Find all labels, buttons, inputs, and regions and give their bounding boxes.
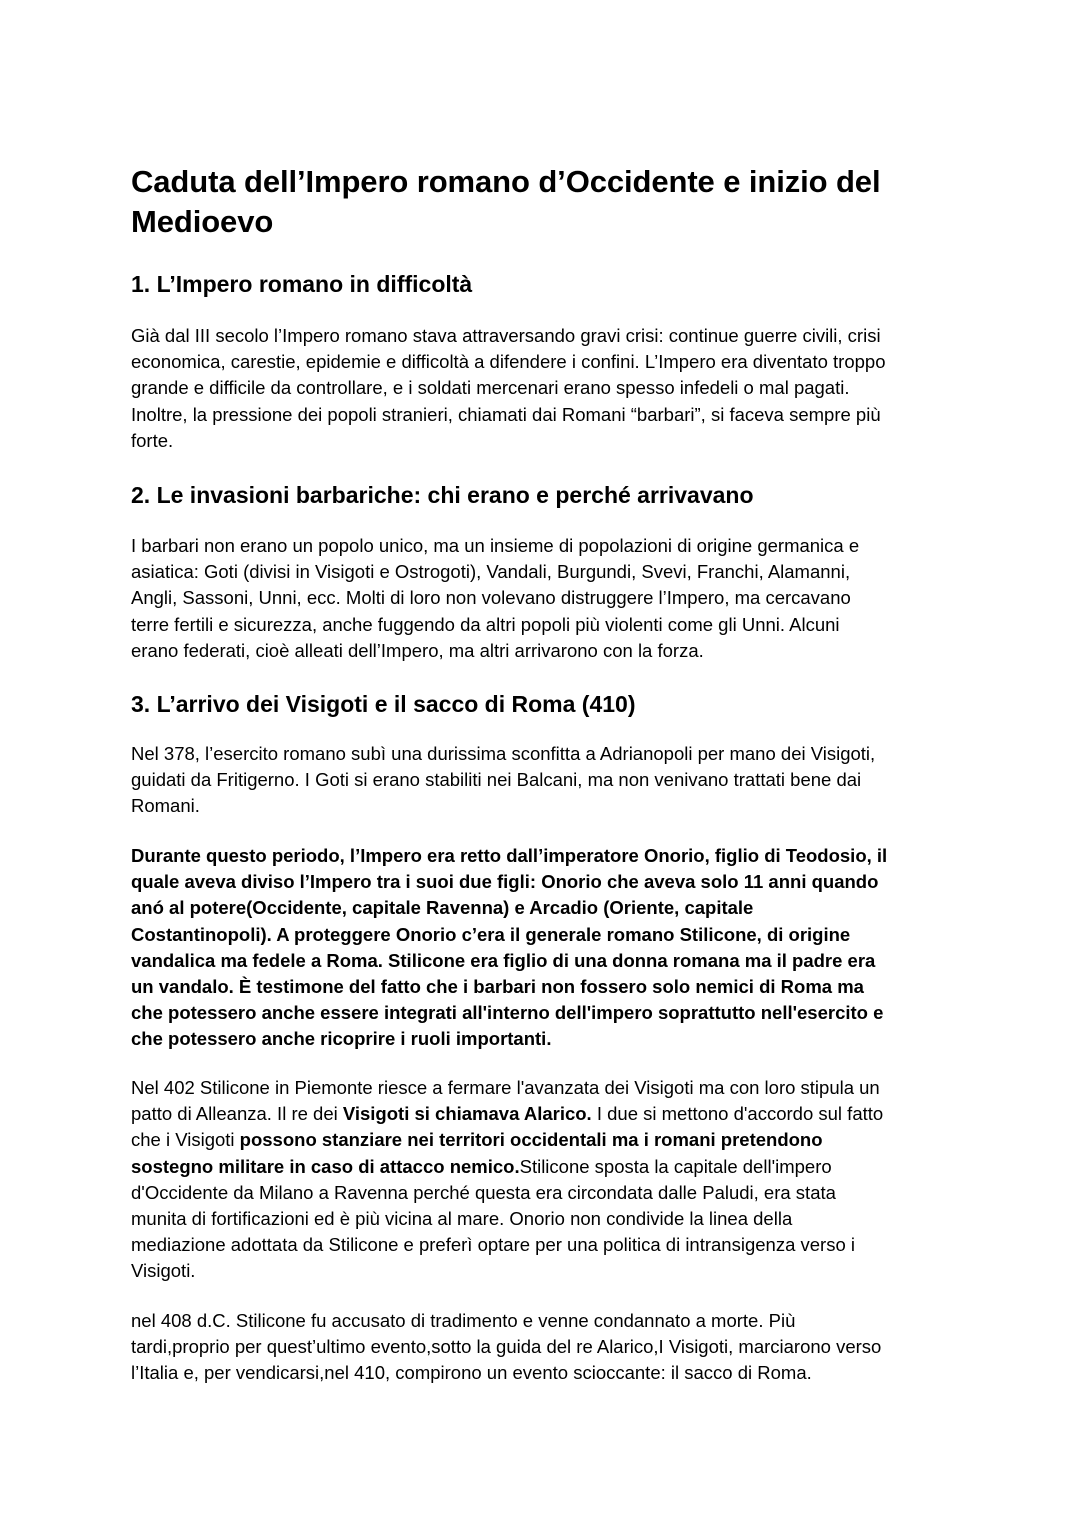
text-line: tardi,proprio per quest’ultimo evento,sotto la guida del re Alarico,I Visigoti, marciarono verso xyxy=(131,1336,882,1358)
text-line: quale aveva diviso l’Impero tra i suoi due figli: Onorio che aveva solo 11 anni quando xyxy=(131,871,879,893)
text-line: guidati da Fritigerno. I Goti si erano stabiliti nei Balcani, ma non venivano trattati bene dai xyxy=(131,769,862,791)
text-line: asiatica: Goti (divisi in Visigoti e Ostrogoti), Vandali, Burgundi, Svevi, Franchi, Alamanni, xyxy=(131,561,851,583)
text-line xyxy=(131,1101,961,1127)
text-line: erano federati, cioè alleati dell’Impero, ma altri arrivarono con la forza. xyxy=(131,639,704,661)
text-line: mediazione adottata da Stilicone e preferì optare per una politica di intransigenza verso i xyxy=(131,1234,855,1256)
text-line: munita di fortificazioni ed è più vicina al mare. Onorio non condivide la linea della xyxy=(131,1208,793,1230)
text-line: Nel 402 Stilicone in Piemonte riesce a fermare l'avanzata dei Visigoti ma con loro stipula un xyxy=(131,1077,880,1098)
text-line: l’Italia e, per vendicarsi,nel 410, compirono un evento scioccante: il sacco di Roma. xyxy=(131,1362,812,1384)
section-heading-3: 3. L’arrivo dei Visigoti e il sacco di Roma (410) xyxy=(131,691,636,717)
text-line: Inoltre, la pressione dei popoli stranieri, chiamati dai Romani “barbari”, si faceva sempre più xyxy=(131,403,881,425)
text-line xyxy=(131,1154,961,1180)
text-line: un vandalo. È testimone del fatto che i barbari non fossero solo nemici di Roma ma xyxy=(131,976,864,998)
text-run: che i Visigoti xyxy=(131,1129,240,1151)
text-line: d'Occidente da Milano a Ravenna perché questa era circondata dalle Paludi, era stata xyxy=(131,1181,836,1203)
text-run: I due si mettono d'accordo sul fatto xyxy=(591,1103,884,1125)
section-3-paragraph-3 xyxy=(131,1308,961,1387)
document-title: Caduta dell’Impero romano d’Occidente e inizio del Medioevo xyxy=(131,164,881,239)
text-run: Stilicone sposta la capitale dell'impero xyxy=(519,1155,832,1177)
section-2-paragraph xyxy=(131,533,961,664)
text-line: grande e difficile da controllare, e i soldati mercenari erano spesso infedeli o mal pagati. xyxy=(131,377,850,399)
text-line: vandalica ma fedele a Roma. Stilicone era figlio di una donna romana ma il padre era xyxy=(131,949,876,971)
text-line: Romani. xyxy=(131,795,200,817)
bold-text-run: sostegno militare in caso di attacco nemico. xyxy=(131,1155,520,1177)
text-line: Costantinopoli). A proteggere Onorio c’era il generale romano Stilicone, di origine xyxy=(131,923,851,945)
text-line: anó al potere(Occidente, capitale Ravenna) e Arcadio (Oriente, capitale xyxy=(131,897,754,919)
text-line: economica, carestie, epidemie e difficoltà a difendere i confini. L’Impero era diventato troppo xyxy=(131,351,886,373)
text-line: che potessero anche essere integrati all'interno dell'impero soprattutto nell'esercito e xyxy=(131,1002,884,1024)
section-heading-1: 1. L’Impero romano in difficoltà xyxy=(131,271,473,297)
text-line: I barbari non erano un popolo unico, ma un insieme di popolazioni di origine germanica e xyxy=(131,535,860,556)
section-3-bold-paragraph xyxy=(131,843,961,1053)
section-1-paragraph xyxy=(131,323,961,454)
text-line: terre fertili e sicurezza, anche fuggendo da altri popoli più violenti come gli Unni. Alcuni xyxy=(131,613,840,635)
section-3-paragraph-2 xyxy=(131,1075,961,1285)
text-line: forte. xyxy=(131,429,174,451)
bold-text-run: possono stanziare nei territori occidentali ma i romani pretendono xyxy=(239,1129,823,1151)
text-line: Durante questo periodo, l’Impero era retto dall’imperatore Onorio, figlio di Teodosio, il xyxy=(131,845,888,866)
text-line: Angli, Sassoni, Unni, ecc. Molti di loro non volevano distruggere l’Impero, ma cercavano xyxy=(131,587,851,609)
section-3-paragraph-1 xyxy=(131,741,961,820)
bold-text-run: Visigoti si chiamava Alarico. xyxy=(342,1103,592,1125)
text-line: Già dal III secolo l’Impero romano stava attraversando gravi crisi: continue guerre civili, crisi xyxy=(131,325,881,346)
text-line: Nel 378, l’esercito romano subì una durissima sconfitta a Adrianopoli per mano dei Visigoti, xyxy=(131,743,876,764)
text-line xyxy=(131,1127,961,1153)
text-line: Visigoti. xyxy=(131,1260,196,1282)
text-line: nel 408 d.C. Stilicone fu accusato di tradimento e venne condannato a morte. Più xyxy=(131,1310,796,1331)
section-heading-2: 2. Le invasioni barbariche: chi erano e perché arrivavano xyxy=(131,482,754,508)
text-line: che potessero anche ricoprire i ruoli importanti. xyxy=(131,1028,552,1050)
text-run: patto di Alleanza. Il re dei xyxy=(131,1103,343,1125)
